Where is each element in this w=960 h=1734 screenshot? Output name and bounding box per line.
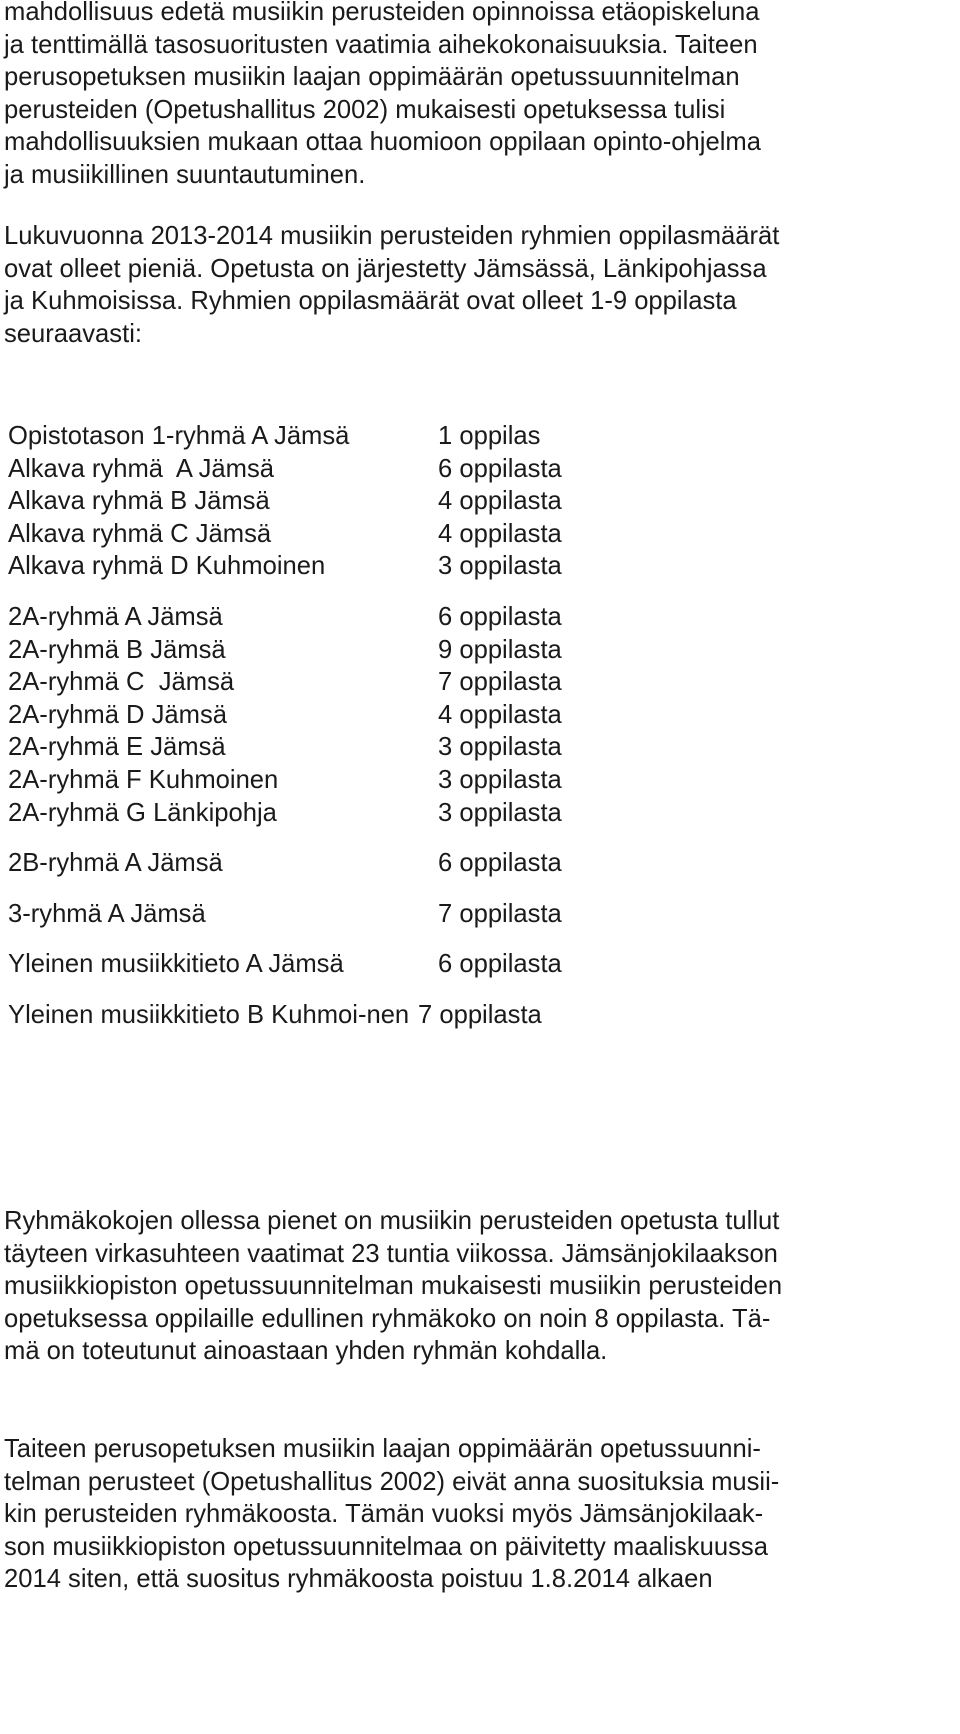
text-line: Ryhmäkokojen ollessa pienet on musiikin perusteiden opetusta tullut: [4, 1207, 780, 1235]
text-line: telman perusteet (Opetushallitus 2002) eivät anna suosituksia musii-: [4, 1467, 780, 1496]
enrollment-paragraph: [4, 220, 954, 350]
student-count: 3 oppilasta: [438, 765, 562, 794]
student-count: 6 oppilasta: [438, 950, 562, 979]
text-line: mä on toteutunut ainoastaan yhden ryhmän kohdalla.: [4, 1337, 608, 1365]
text-line: 2014 siten, että suositus ryhmäkoosta poistuu 1.8.2014 alkaen: [4, 1565, 713, 1593]
group-name: Yleinen musiikkitieto A Jämsä: [8, 950, 344, 979]
group-block: [8, 847, 648, 880]
student-count: 1 oppilas: [438, 422, 541, 450]
student-count: 6 oppilasta: [438, 849, 562, 878]
list-item: [8, 634, 648, 667]
group-name: Opistotason 1-ryhmä A Jämsä: [8, 422, 350, 450]
group-name: 2A-ryhmä A Jämsä: [8, 602, 223, 631]
text-line: son musiikkiopiston opetussuunnitelmaa on päivitetty maaliskuussa: [4, 1532, 768, 1561]
student-count: 7 oppilasta: [418, 1000, 542, 1029]
student-count: 6 oppilasta: [438, 602, 562, 631]
list-item: [8, 699, 648, 732]
group-name: 2A-ryhmä B Jämsä: [8, 635, 226, 664]
group-size-paragraph: [4, 1205, 954, 1368]
group-name: 2A-ryhmä G Länkipohja: [8, 798, 277, 827]
text-line: seuraavasti:: [4, 319, 142, 348]
list-item: [8, 999, 648, 1032]
text-line: ja tenttimällä tasosuoritusten vaatimia aihekokonaisuuksia. Taiteen: [4, 30, 758, 59]
student-count: 7 oppilasta: [438, 668, 562, 697]
group-name: 2A-ryhmä D Jämsä: [8, 700, 228, 729]
student-count: 7 oppilasta: [438, 899, 562, 928]
text-line: Taiteen perusopetuksen musiikin laajan oppimäärän opetussuunni-: [4, 1435, 761, 1463]
intro-paragraph: [4, 0, 954, 191]
student-count: 3 oppilasta: [438, 733, 562, 762]
group-name: Alkava ryhmä D Kuhmoinen: [8, 552, 326, 581]
student-count: 6 oppilasta: [438, 454, 562, 483]
text-line: mahdollisuuksien mukaan ottaa huomioon oppilaan opinto-ohjelma: [4, 128, 761, 156]
text-line: mahdollisuus edetä musiikin perusteiden opinnoissa etäopiskeluna: [4, 0, 760, 26]
list-item: [8, 550, 648, 583]
list-item: [8, 948, 648, 981]
text-line: ovat olleet pieniä. Opetusta on järjestetty Jämsässä, Länkipohjassa: [4, 254, 767, 283]
group-block: [8, 948, 648, 981]
group-name: 2A-ryhmä C Jämsä: [8, 668, 235, 697]
student-count: 4 oppilasta: [438, 700, 562, 729]
group-size-list: [8, 420, 648, 1050]
student-count: 3 oppilasta: [438, 552, 562, 581]
group-name: 2B-ryhmä A Jämsä: [8, 849, 223, 878]
group-block: [8, 898, 648, 931]
student-count: 4 oppilasta: [438, 519, 562, 548]
list-item: [8, 453, 648, 486]
list-item: [8, 485, 648, 518]
text-line: perusopetuksen musiikin laajan oppimäärän opetussuunnitelman: [4, 63, 740, 91]
student-count: 9 oppilasta: [438, 635, 562, 664]
list-item: [8, 731, 648, 764]
text-line: ja musiikillinen suuntautuminen.: [4, 160, 366, 189]
list-item: [8, 601, 648, 634]
student-count: 4 oppilasta: [438, 487, 562, 516]
group-name: Alkava ryhmä C Jämsä: [8, 519, 272, 548]
list-item: [8, 847, 648, 880]
group-block: [8, 420, 648, 583]
text-line: Lukuvuonna 2013-2014 musiikin perusteiden ryhmien oppilasmäärät: [4, 222, 780, 250]
text-line: opetuksessa oppilaille edullinen ryhmäkoko on noin 8 oppilasta. Tä-: [4, 1304, 771, 1333]
group-name: 2A-ryhmä E Jämsä: [8, 733, 226, 762]
text-line: ja Kuhmoisissa. Ryhmien oppilasmäärät ovat olleet 1-9 oppilasta: [4, 287, 737, 315]
group-block: [8, 999, 648, 1032]
group-name: 2A-ryhmä F Kuhmoinen: [8, 765, 279, 794]
text-line: perusteiden (Opetushallitus 2002) mukaisesti opetuksessa tulisi: [4, 95, 726, 124]
list-item: [8, 518, 648, 551]
group-block: [8, 601, 648, 829]
list-item: [8, 666, 648, 699]
group-name: Yleinen musiikkitieto B Kuhmoi-nen: [8, 1000, 410, 1029]
list-item: [8, 898, 648, 931]
group-name: Alkava ryhmä B Jämsä: [8, 487, 270, 516]
group-name: Alkava ryhmä A Jämsä: [8, 454, 274, 483]
text-line: kin perusteiden ryhmäkoosta. Tämän vuoksi myös Jämsänjokilaak-: [4, 1500, 764, 1528]
curriculum-paragraph: [4, 1433, 954, 1596]
student-count: 3 oppilasta: [438, 798, 562, 827]
text-line: musiikkiopiston opetussuunnitelman mukaisesti musiikin perusteiden: [4, 1272, 783, 1300]
text-line: täyteen virkasuhteen vaatimat 23 tuntia viikossa. Jämsänjokilaakson: [4, 1239, 778, 1268]
list-item: [8, 797, 648, 830]
list-item: [8, 420, 648, 453]
group-name: 3-ryhmä A Jämsä: [8, 899, 206, 928]
list-item: [8, 764, 648, 797]
